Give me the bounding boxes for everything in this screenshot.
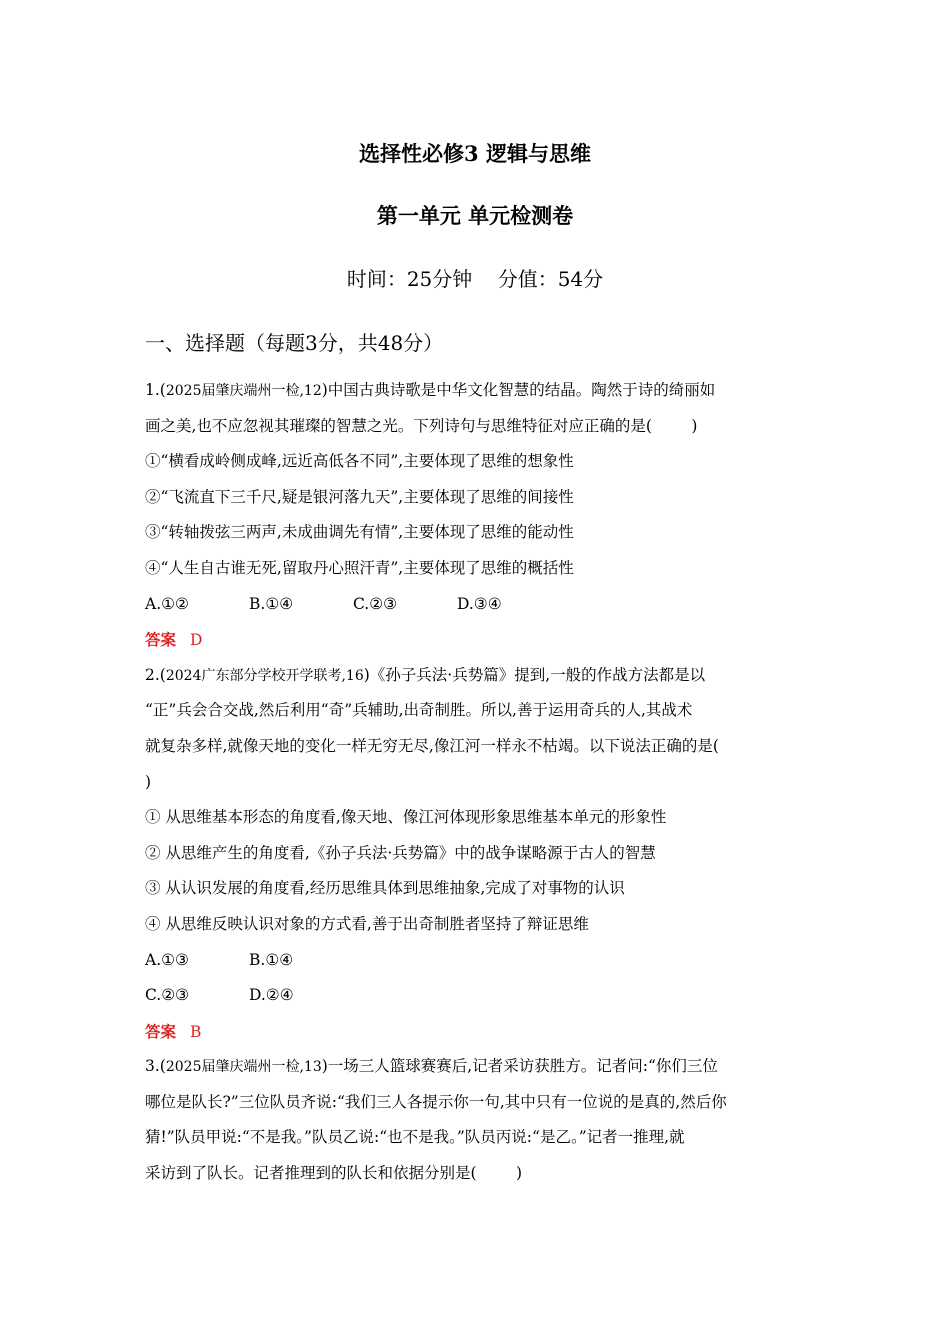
q2-item-1: ① 从思维基本形态的角度看,像天地、像江河体现形象思维基本单元的形象性 [145,808,667,827]
question-body [145,373,800,1192]
q2-item-4: ④ 从思维反映认识对象的方式看,善于出奇制胜者坚持了辩证思维 [145,914,589,933]
q2-option-a[interactable]: A.①③ [145,950,189,969]
exam-meta: 时间：25分钟 分值：54分 [346,267,604,291]
q3-stem-line-2: 哪位是队长?”三位队员齐说:“我们三人各提示你一句,其中只有一位说的是真的,然后你 [145,1092,727,1111]
q2-item-2: ② 从思维产生的角度看,《孙子兵法·兵势篇》中的战争谋略源于古人的智慧 [145,843,656,862]
q2-options-row-2 [145,978,800,1014]
answer-label: 答案 [145,1021,177,1041]
q2-options-row-1 [145,943,800,979]
section-title: 一、选择题（每题3分，共48分） [145,331,444,355]
q1-item-2: ②“飞流直下三千尺,疑是银河落九天”,主要体现了思维的间接性 [145,487,574,506]
q1-option-a[interactable]: A.①② [145,594,189,613]
q3-number: 3.( [145,1057,166,1076]
q3-stem-line-3: 猜!”队员甲说:“不是我。”队员乙说:“也不是我。”队员丙说:“是乙。”记者一推理,就 [145,1128,685,1147]
q1-source: 2025届肇庆端州一检,12 [165,383,322,399]
q3-source: 2025届肇庆端州一检,13 [165,1059,322,1076]
q2-stem-line-4: ) [145,772,152,791]
q1-answer [145,622,800,658]
q1-option-c[interactable]: C.②③ [353,594,398,613]
q1-item-4: ④“人生自古谁无死,留取丹心照汗青”,主要体现了思维的概括性 [145,558,574,577]
q1-stem-line-1 [145,373,800,409]
q2-stem-line-1 [145,658,800,694]
q2-answer [145,1014,800,1050]
q2-stem-a: )《孙子兵法·兵势篇》提到,一般的作战方法都是以 [363,665,706,684]
q2-stem-line-2: “正”兵会合交战,然后利用“奇”兵辅助,出奇制胜。所以,善于运用奇兵的人,其战术 [145,701,693,720]
answer-label: 答案 [145,630,177,650]
q1-options [145,587,800,623]
q1-item-1: ①“横看成岭侧成峰,远近高低各不同”,主要体现了思维的想象性 [145,452,574,471]
q2-option-c[interactable]: C.②③ [145,986,190,1005]
page-subtitle: 第一单元 单元检测卷 [376,203,574,228]
q2-number: 2.( [145,665,166,684]
q2-item-3: ③ 从认识发展的角度看,经历思维具体到思维抽象,完成了对事物的认识 [145,879,625,898]
q3-stem-line-4: 采访到了队长。记者推理到的队长和依据分别是( ) [145,1164,523,1183]
q1-stem-line-2: 画之美,也不应忽视其璀璨的智慧之光。下列诗句与思维特征对应正确的是( ) [145,416,698,435]
q2-source: 2024广东部分学校开学联考,16 [165,667,364,684]
q3-stem-a: )一场三人篮球赛赛后,记者采访获胜方。记者问:“你们三位 [321,1057,718,1076]
q1-number: 1.( [145,381,166,399]
q1-item-3: ③“转轴拨弦三两声,未成曲调先有情”,主要体现了思维的能动性 [145,523,574,542]
q2-answer-value: B [190,1022,202,1041]
q1-option-d[interactable]: D.③④ [457,594,502,613]
q1-stem-a: )中国古典诗歌是中华文化智慧的结晶。陶然于诗的绮丽如 [321,381,716,399]
q2-option-b[interactable]: B.①④ [249,950,294,969]
q2-option-d[interactable]: D.②④ [249,986,294,1005]
q1-option-b[interactable]: B.①④ [249,594,294,613]
page-title: 选择性必修3 逻辑与思维 [359,141,591,166]
q3-stem-line-1 [145,1049,800,1085]
q2-stem-line-3: 就复杂多样,就像天地的变化一样无穷无尽,像江河一样永不枯竭。以下说法正确的是( [145,736,719,755]
q1-answer-value: D [190,631,203,650]
